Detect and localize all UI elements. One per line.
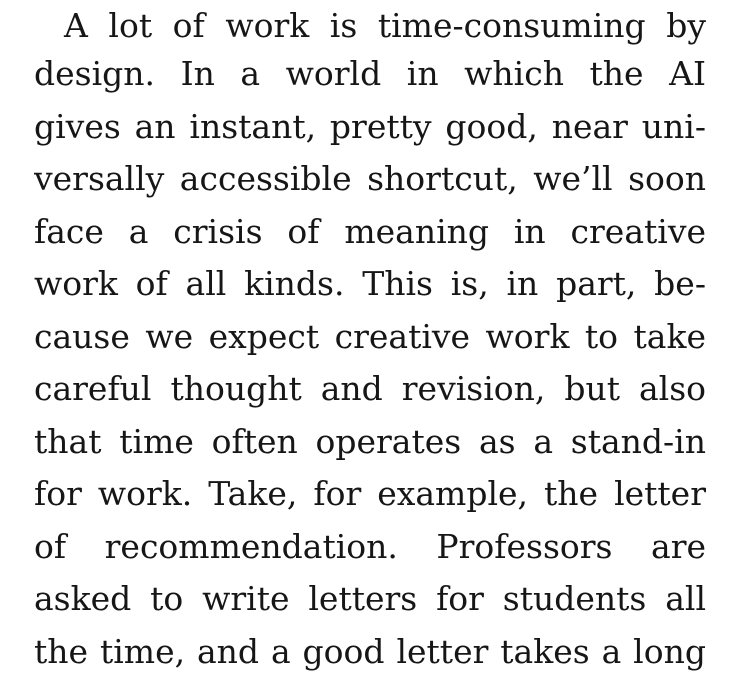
paragraph-line: A lot of work is time-consuming by [64,6,706,45]
paragraph-line: face a crisis of meaning in creative [34,212,706,251]
paragraph-line: for work. Take, for example, the letter [34,474,706,513]
paragraph-line: the time, and a good letter takes a long [34,632,706,671]
paragraph-line: of recommendation. Professors are [34,527,706,566]
paragraph-line: asked to write letters for students all [34,579,706,618]
paragraph-line: cause we expect creative work to take [34,317,706,356]
paragraph-line: work of all kinds. This is, in part, be- [34,264,706,303]
book-page [34,0,706,700]
paragraph-line: design. In a world in which the AI [34,54,706,93]
paragraph-line: careful thought and revision, but also [34,369,706,408]
paragraph-line: that time often operates as a stand-in [34,422,706,461]
paragraph-line: gives an instant, pretty good, near uni- [34,107,706,146]
paragraph-line: versally accessible shortcut, we’ll soon [34,159,706,198]
